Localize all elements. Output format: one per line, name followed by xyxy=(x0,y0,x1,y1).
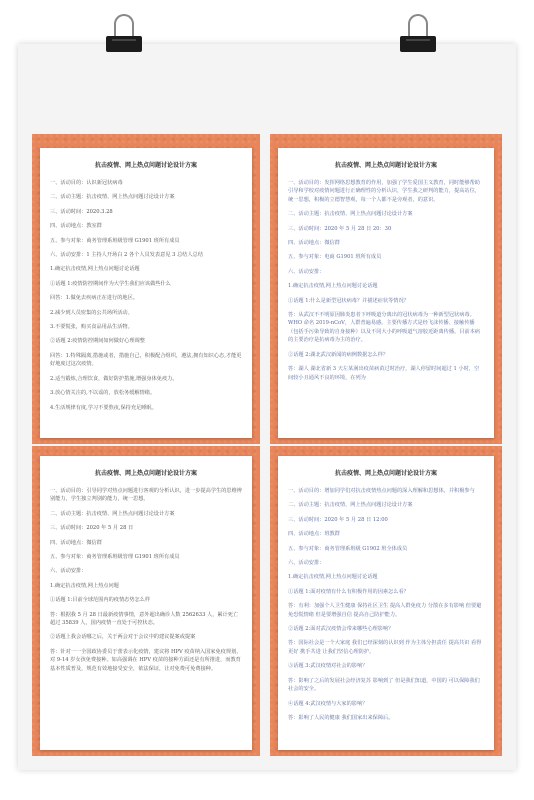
doc-line: 四、活动地点：教室群 xyxy=(50,223,102,230)
doc-line: 答：影响了人民的健康 我们国家出来保障后。 xyxy=(288,714,394,721)
doc-line: 答：有利：加强个人卫生健康 保持社区卫生 提高人群免疫力 分散在多有影响 但要避免恐慌情绪 但是要增强自信 提高自己防护能力。 xyxy=(288,603,482,618)
doc-line: 四、活动地点：微信群 xyxy=(50,539,102,546)
doc-line: 1.确定抗击疫情,网上热点问题 xyxy=(50,582,119,589)
doc-line: 回答：1.特殊隔离,措施或者，措施自己，积极配合组织，遵法,拥有知识心态,才能更好地度过这次疫情。 xyxy=(50,352,242,368)
doc-title: 抗击疫情、网上热点问题讨论设计方案 xyxy=(334,470,437,477)
doc-line: 2.适当锻炼,合理饮食，做好防护措施,增强身体免疫力。 xyxy=(50,375,178,382)
doc-panel-2 xyxy=(270,134,502,444)
doc-line: 答：从武汉不不明原因肺炎患者下呼吸道分离出的冠状病毒为一种新型冠状病毒。WHO 命名 2019-nCoV，人群普遍易感。主要传播方式是经飞沫传播、接触传播（包括手污染导致的自身接种）以及不同大小的呼吸道气溶胶近距离传播。目前本病的主要治疗是抗病毒为主的治疗。 xyxy=(288,312,480,344)
doc-line: ①话题 1:目前全球范围内的疫情态势怎么样 xyxy=(50,597,151,604)
doc-panel-1 xyxy=(32,134,260,444)
doc-panel-4 xyxy=(270,446,502,756)
doc-line: 二、活动主题：抗击疫情、网上热点问题讨论设计方案 xyxy=(50,510,175,517)
doc-line: 3.不要慌张，购买食品用品生活物。 xyxy=(50,324,133,331)
doc-page-1 xyxy=(40,148,252,438)
doc-page-2 xyxy=(278,148,494,438)
doc-line: 一、活动目的：引导同学对热点问题进行客观的分析认识，进一步提高学生的思维辨别能力，学生独立判别的能力，统一思想。 xyxy=(50,488,242,503)
doc-line: 四、活动地点：微信群 xyxy=(288,240,340,247)
doc-line: 五、参与对象：商务管理系班级 G1902 班全体成员 xyxy=(288,545,408,552)
binder-clip-icon xyxy=(104,14,144,52)
doc-line: ①话题 1:面对疫情有什么有积极作用的因素怎么看？ xyxy=(288,588,409,595)
doc-line: 三、活动时间：2020.3.28 xyxy=(50,208,113,215)
doc-line: ①话题 1:什么是新型冠状病毒？并描述症状等情况？ xyxy=(288,297,409,304)
doc-line: ②话题上我会话哪之后，关于两会对于会议中的建议提案或提案 xyxy=(50,634,196,641)
doc-line: 五、参与对象：商务管理系班级管理 G1901 班所有成员 xyxy=(50,554,180,561)
doc-line: 回答：1.做免去疾病正在进行的地区。 xyxy=(50,295,138,302)
doc-line: 一、活动目的：增加同学们对抗击疫情热点问题的深入理解和思想体，并积极参与 xyxy=(288,488,475,494)
doc-line: 二、活动主题：抗击疫情、网上热点问题讨论设计方案 xyxy=(288,502,413,509)
doc-line: 六、活动安排： xyxy=(288,560,325,567)
doc-page-4 xyxy=(278,456,494,750)
doc-line: ②话题 2:疫情防控期间如何做好心理调整 xyxy=(50,338,145,345)
doc-line: 1.确定抗击疫情,网上热点问题讨论话题 xyxy=(50,266,140,273)
doc-line: 答：根据我 5 月 28 日最新疫情事情，意外超出确诊人数 2562633 人，累计死亡超过 35839 人，国内疫情一直处于可控状态。 xyxy=(50,611,239,627)
doc-line: 1.确定抗击疫情,网上热点问题讨论话题 xyxy=(288,283,378,290)
doc-line: 四、活动地点：班教群 xyxy=(288,531,340,538)
doc-line: 三、活动时间：2020 年 5 月 28 日 xyxy=(50,525,134,532)
doc-line: 五、参与对象：商务管理系班级管理 G1901 班所有成员 xyxy=(50,237,180,244)
doc-line: 六、活动安排：1 主持人开场白 2 各个人员发表意见 3 总结人总结 xyxy=(50,252,204,259)
doc-line: ①话题 1:疫情防控期间作为大学生我们应该做些什么 xyxy=(50,280,171,287)
doc-title: 抗击疫情、网上热点问题讨论设计方案 xyxy=(94,162,197,169)
doc-line: 1.确定抗击疫情,网上热点问题讨论话题 xyxy=(288,574,378,581)
doc-line: ②话题 2:面对武汉疫情会带来哪些心理影响？ xyxy=(288,626,394,633)
doc-title: 抗击疫情、网上热点问题讨论设计方案 xyxy=(334,162,437,169)
doc-line: 六、活动安排： xyxy=(288,268,325,275)
doc-line: 4.生活规律有度,学习不要熬夜,保持充足睡眠。 xyxy=(50,404,157,411)
doc-line: 二、活动主题：抗击疫情、网上热点问题讨论设计方案 xyxy=(50,194,175,201)
doc-line: 答：影响了之后的发展社会经济复苏 影响到了 但是我们知道，中国的 可以保障我们 社会的安全。 xyxy=(288,677,482,693)
doc-line: 答：湖人 湖北省新 3 天左某满出疫苗病苗过时治疗，湖人停留时间超过 1 小时，空间较小且通风不良的环境，在列为 xyxy=(288,366,480,381)
doc-line: 一、活动目的：发挥网络思想教育的作用，加强了学生爱国主义教育，同时能够帮助引导和学校对疫情问题进行正确理性的分析认识，学生我之研判的能力，提高站位，统一思想，积极的立德智慧观，每一个人都不是旁观者，的意识。 xyxy=(288,180,480,203)
doc-line: 五、参与对象：电商 G1901 班所有成员 xyxy=(288,254,382,261)
doc-line: 三、活动时间：2020 年 5 月 28 日 20：30 xyxy=(288,225,392,232)
doc-title: 抗击疫情、网上热点问题讨论设计方案 xyxy=(94,470,197,477)
doc-line: 2.减少到人员密集的公共场所活动。 xyxy=(50,309,133,316)
doc-line: 答：国际社会是一个大家庭 我们已经深刻的认识到 作为主体分担责任 提高共识 看得更好 携手共进 让我们坚信心理防护。 xyxy=(288,640,482,655)
binder-clip-icon xyxy=(398,14,438,52)
doc-line: 三、活动时间：2020 年 5 月 28 日 12:00 xyxy=(288,516,388,523)
doc-line: ③话题 3:武汉疫情对社会的影响？ xyxy=(288,663,368,670)
doc-line: 答：针对一一全国政协委员于蕾表示化疫情，建议将 HPV 疫苗纳入国家免疫规划，对 9-14 岁女孩免费接种。如高强调在 HPV 疫苗的接种方面还是有所推进，而教育基本性质普及，规范有效地接受安全，依法保证，让对免费可免费接种。 xyxy=(50,648,242,672)
doc-line: ②话题 2:湖北武汉新闻的病例数据怎么样？ xyxy=(288,351,389,358)
poster-board xyxy=(18,44,516,770)
doc-line: 3.放心情关注的,不以谣的，放松务缓解情绪。 xyxy=(50,390,156,397)
doc-line: 二、活动主题：抗击疫情、网上热点问题讨论设计方案 xyxy=(288,211,413,218)
doc-line: ④话题 4:武汉疫情与大家的影响？ xyxy=(288,700,368,707)
doc-line: 六、活动安排： xyxy=(50,568,87,575)
doc-page-3 xyxy=(40,456,252,750)
doc-panel-3 xyxy=(32,446,260,756)
doc-line: 一、活动目的：认识新冠状病毒 xyxy=(50,180,123,186)
